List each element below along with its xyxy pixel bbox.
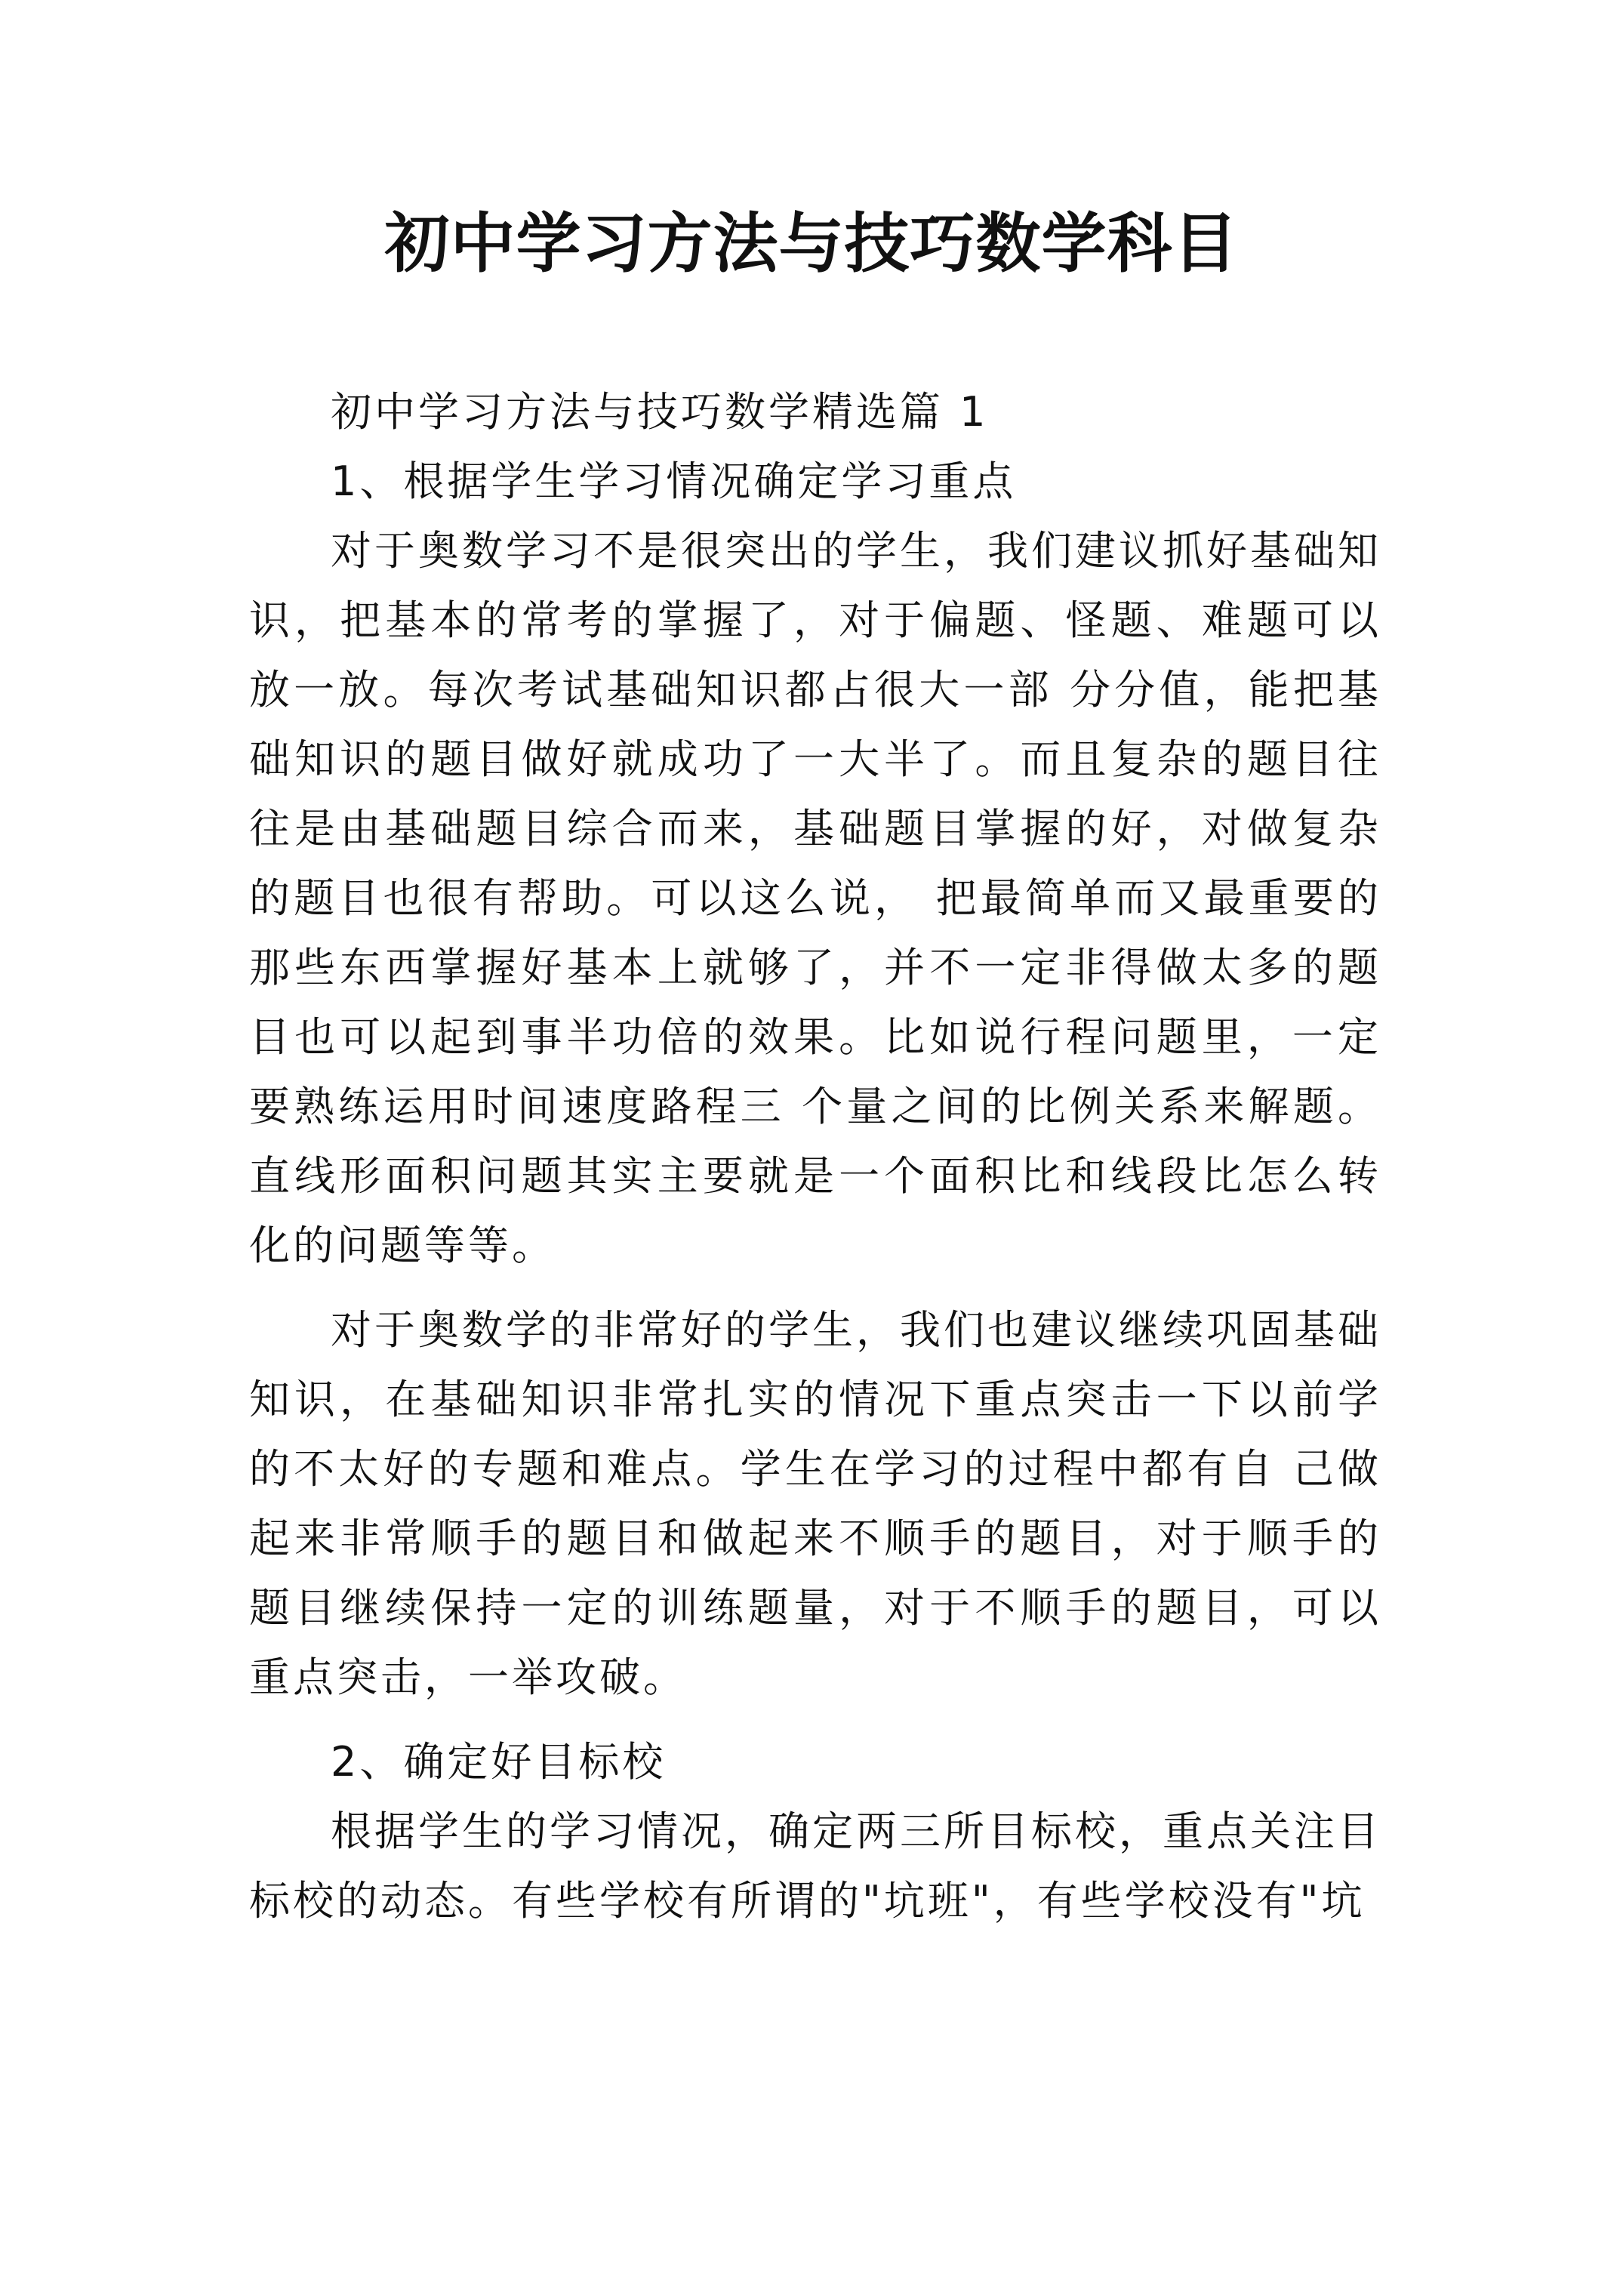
section-heading: 初中学习方法与技巧数学精选篇 1 [331, 388, 989, 436]
body-paragraph: 对于奥数学的非常好的学生，我们也建议继续巩固基础知识，在基础知识非常扎实的情况下重点突击一下以前学的不太好的专题和难点。学生在学习的过程中都有自 己做起来非常顺手的题目和做起来不顺手的题目，对于顺手的题目继续保持一定的训练题量，对于不顺手的题目，可以重点突击，一举攻破。 [249, 1306, 1381, 1701]
subsection-heading: 1、根据学生学习情况确定学习重点 [331, 458, 1017, 505]
body-paragraph: 对于奥数学习不是很突出的学生，我们建议抓好基础知识，把基本的常考的掌握了，对于偏题、怪题、难题可以放一放。每次考试基础知识都占很大一部 分分值，能把基础知识的题目做好就成功了一大半了。而且复杂的题目往往是由基础题目综合而来，基础题目掌握的好，对做复杂的题目也很有帮助。可以这么说， 把最简单而又最重要的那些东西掌握好基本上就够了，并不一定非得做太多的题目也可以起到事半功倍的效果。比如说行程问题里，一定要熟练运用时间速度路程三 个量之间的比例关系来解题。直线形面积问题其实主要就是一个面积比和线段比怎么转化的问题等等。 [249, 527, 1381, 1269]
document-title: 初中学习方法与技巧数学科目 [384, 205, 1239, 282]
document-body [249, 378, 1381, 1951]
body-paragraph: 根据学生的学习情况，确定两三所目标校，重点关注目标校的动态。有些学校有所谓的"坑班"，有些学校没有"坑 [249, 1808, 1381, 1925]
subsection-heading: 2、确定好目标校 [331, 1738, 667, 1786]
